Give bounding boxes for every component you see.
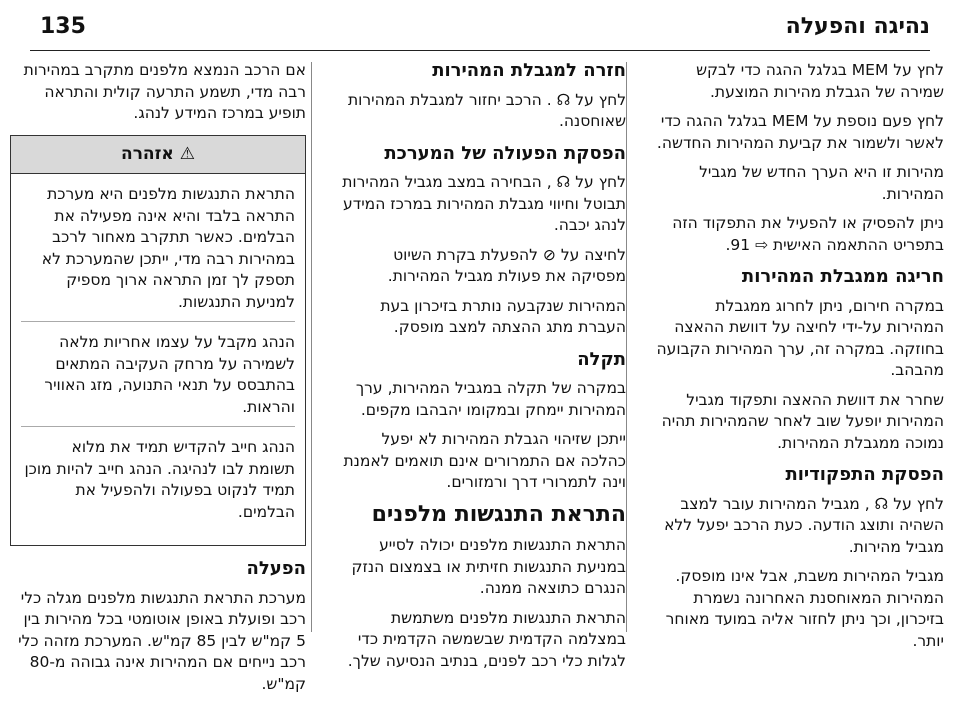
- warning-triangle-icon: ⚠: [179, 143, 195, 164]
- paragraph: במקרה של תקלה במגביל המהירות, ערך המהירות יימחק ובמקומו יהבהבו מקפים.: [355, 379, 626, 419]
- paragraph: התראת התנגשות מלפנים יכולה לסייע במניעת התנגשות חזיתית או בצמצום הנזק הנגרם כתוצאה ממנה.: [351, 536, 626, 597]
- warning-paragraph: הנהג חייב להקדיש תמיד את מלוא תשומת לבו לנהיגה. הנהג חייב להיות מוכן תמיד לנקוט בפעולה ולהפעיל את הבלמים.: [24, 438, 295, 521]
- subheading: חזרה למגבלת המהירות: [432, 60, 626, 81]
- paragraph: לחץ על ☊ , הבחירה במצב מגביל המהירות תבוטל וחיווי מגבלת המהירות במרכז המידע לנהג יכבה.: [342, 173, 626, 234]
- paragraph: מגביל המהירות משבת, אבל אינו מופסק. המהירות המאוחסנת האחרונה נשמרת בזיכרון, וכך ניתן לחזור אליה במועד מאוחר יותר.: [665, 567, 944, 650]
- column-divider: [311, 62, 312, 632]
- paragraph: אם הרכב הנמצא מלפנים מתקרב במהירות רבה מדי, תשמע התרעה קולית והתראה תופיע במרכז המידע לנהג.: [23, 61, 306, 122]
- paragraph: לחץ על MEM בגלגל ההגה כדי לבקש שמירה של הגבלת מהירות המוצעת.: [696, 61, 944, 101]
- paragraph: לחץ פעם נוספת על MEM בגלגל ההגה כדי לאשר ולשמור את קביעת המהירות החדשה.: [656, 112, 944, 152]
- section-title: נהיגה והפעלה: [785, 14, 930, 39]
- paragraph: לחץ על ☊ . הרכב יחזור למגבלת המהירות שאוחסנה.: [347, 90, 626, 130]
- subheading: הפסקת התפקודיות: [785, 464, 944, 485]
- warning-paragraph: התראת התנגשות מלפנים היא מערכת התראה בלבד והיא אינה מפעילה את הבלמים. כאשר תתקרב מאחור לרכב במהירות רבה מדי, ייתכן שהמערכת לא תספק לך זמן התראה ארוך מספיק למניעת התנגשות.: [21, 184, 295, 322]
- paragraph: מהירות זו היא הערך החדש של מגביל המהירות.: [699, 163, 944, 203]
- page-number: 135: [40, 14, 86, 39]
- paragraph: לחיצה על ⊘ להפעלת בקרת השיוט מפסיקה את פעולת מגביל המהירות.: [387, 245, 626, 285]
- column-right: [654, 60, 944, 660]
- paragraph: במקרה חירום, ניתן לחרוג ממגבלת המהירות על-ידי לחיצה על דוושת ההאצה בחוזקה. במקרה זה, ערך המהירות הקבועה מהבהב.: [656, 296, 944, 379]
- subheading: הפעלה: [246, 558, 306, 579]
- column-divider: [626, 62, 627, 632]
- paragraph: ייתכן שזיהוי הגבלת המהירות לא יפעל כהלכה אם התמרורים אינם תואמים לאמנת וינה לתמרורי דרך ורמזורים.: [343, 430, 626, 491]
- paragraph: התראת התנגשות מלפנים משתמשת במצלמה הקדמית שבשמשה הקדמית כדי לגלות כלי רכב לפנים, בנתיב הנסיעה שלך.: [347, 608, 626, 670]
- paragraph: ניתן להפסיק או להפעיל את התפקוד הזה בתפריט ההתאמה האישית ⇨ 91.: [672, 214, 944, 254]
- column-middle: [336, 60, 626, 680]
- subheading: חריגה ממגבלת המהירות: [741, 266, 944, 287]
- subheading: תקלה: [577, 348, 626, 370]
- warning-box: [10, 135, 306, 547]
- warning-title: אזהרה: [121, 143, 174, 164]
- page-header: [40, 14, 930, 44]
- paragraph: לחץ על ☊ , מגביל המהירות עובר למצב השהיה ותוצג הודעה. כעת הרכב יפעל ללא מגביל מהירות.: [664, 494, 944, 556]
- section-heading: התראת התנגשות מלפנים: [371, 501, 626, 527]
- subheading: הפסקת הפעולה של המערכת: [384, 142, 626, 164]
- paragraph: המהירות שנקבעה נותרת בזיכרון בעת העברת מתג ההצתה למצב מופסק.: [380, 296, 626, 336]
- warning-header: [11, 136, 305, 175]
- paragraph: שחרר את דוושת ההאצה ותפקוד מגביל המהירות יופעל שוב לאחר שהמהירות תהיה נמוכה ממגבלת המהירות.: [661, 390, 944, 452]
- warning-paragraph: הנהג מקבל על עצמו אחריות מלאה לשמירה על מרחק העקיבה המתאים בהתבסס על תנאי התנועה, מזג האוויר והראות.: [21, 332, 295, 427]
- warning-body: [11, 174, 305, 545]
- column-left: [10, 60, 306, 703]
- header-rule: [30, 50, 930, 51]
- paragraph: מערכת התראת התנגשות מלפנים מגלה כלי רכב ופועלת באופן אוטומטי בכל מהירות בין 5 קמ"ש לבין 85 קמ"ש. המערכת מזהה כלי רכב נייחים אם המהירות אינה גבוהה מ-80 קמ"ש.: [18, 588, 306, 693]
